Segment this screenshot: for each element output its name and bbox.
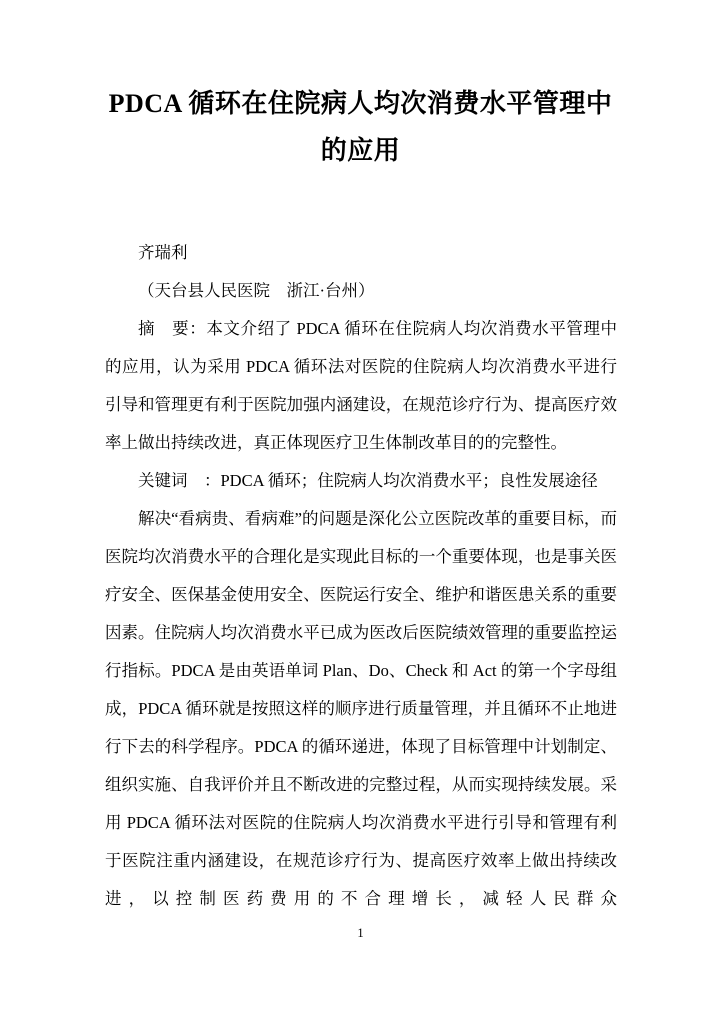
author-line: 齐瑞利 [138,243,188,262]
page-number: 1 [357,926,364,940]
abstract-paragraph: 摘 要：本文介绍了 PDCA 循环在住院病人均次消费水平管理中的应用，认为采用 PDCA 循环法对医院的住院病人均次消费水平进行引导和管理更有利于医院加强内涵建设，在规范诊疗行为、提高医疗效率上做出持续改进，真正体现医疗卫生体制改革目的的完整性。 [105,319,617,452]
keywords-line: 关键词 ：PDCA 循环；住院病人均次消费水平；良性发展途径 [138,471,598,490]
body-paragraph: 解决“看病贵、看病难”的问题是深化公立医院改革的重要目标，而医院均次消费水平的合理化是实现此目标的一个重要体现，也是事关医疗安全、医保基金使用安全、医院运行安全、维护和谐医患关系的重要因素。住院病人均次消费水平已成为医改后医院绩效管理的重要监控运行指标。PDCA 是由英语单词 Plan、Do、Check 和 Act 的第一个字母组成，PDCA 循环就是按照这样的顺序进行质量管理，并且循环不止地进行下去的科学程序。PDCA 的循环递进，体现了目标管理中计划制定、组织实施、自我评价并且不断改进的完整过程，从而实现持续发展。采用 PDCA 循环法对医院的住院病人均次消费水平进行引导和管理有利于医院注重内涵建设，在规范诊疗行为、提高医疗效率上做出持续改进，以控制医药费用的不合理增长，减轻人民群众 [105,509,617,908]
affiliation-line: （天台县人民医院 浙江·台州） [138,281,375,300]
page-title: PDCA 循环在住院病人均次消费水平管理中的应用 [108,89,613,165]
document-body [105,234,617,918]
